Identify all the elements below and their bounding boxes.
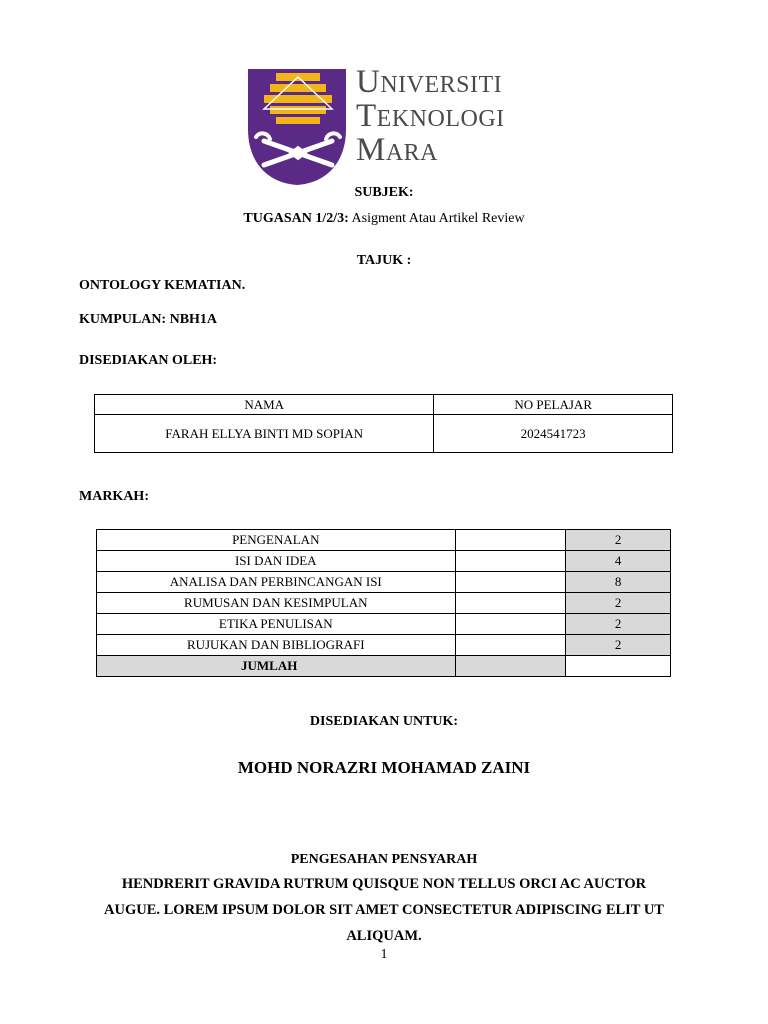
marks-table xyxy=(96,529,671,677)
table-row xyxy=(97,551,671,572)
student-name: FARAH ELLYA BINTI MD SOPIAN xyxy=(95,415,434,453)
logo-line-1-rest: NIVERSITI xyxy=(380,72,503,98)
university-crest-icon xyxy=(246,67,350,187)
logo-line-1 xyxy=(356,64,536,101)
total-max-cell xyxy=(566,656,671,677)
verification-line-3: ALIQUAM. xyxy=(346,928,422,944)
score-cell xyxy=(455,530,566,551)
max-score-cell: 2 xyxy=(566,635,671,656)
assignment-line xyxy=(0,211,768,227)
assignment-value: Asigment Atau Artikel Review xyxy=(351,211,525,226)
header-name: NAMA xyxy=(95,395,434,415)
criterion-cell: ISI DAN IDEA xyxy=(97,551,456,572)
verification-line-2: AUGUE. LOREM IPSUM DOLOR SIT AMET CONSECTETUR ADIPISCING ELIT UT xyxy=(104,902,664,918)
score-cell xyxy=(455,572,566,593)
table-row xyxy=(95,415,673,453)
score-cell xyxy=(455,551,566,572)
criterion-cell: ETIKA PENULISAN xyxy=(97,614,456,635)
table-row xyxy=(97,530,671,551)
max-score-cell: 2 xyxy=(566,593,671,614)
max-score-cell: 2 xyxy=(566,614,671,635)
max-score-cell: 2 xyxy=(566,530,671,551)
total-label: JUMLAH xyxy=(97,656,456,677)
table-row xyxy=(97,614,671,635)
logo-line-3-initial: M xyxy=(356,132,386,168)
score-cell xyxy=(455,635,566,656)
verification-label: PENGESAHAN PENSYARAH xyxy=(290,852,478,867)
logo-line-2-rest: EKNOLOGI xyxy=(376,106,505,132)
verification-line-1: HENDRERIT GRAVIDA RUTRUM QUISQUE NON TELLUS ORCI AC AUCTOR xyxy=(121,876,647,892)
max-score-cell: 8 xyxy=(566,572,671,593)
lecturer-name: MOHD NORAZRI MOHAMAD ZAINI xyxy=(237,758,531,777)
crest-gold-bar xyxy=(270,84,326,92)
total-row xyxy=(97,656,671,677)
student-table xyxy=(94,394,673,453)
student-table-header xyxy=(95,395,673,415)
crest-gold-bar xyxy=(270,106,326,114)
header-student-no: NO PELAJAR xyxy=(434,395,673,415)
table-row xyxy=(97,572,671,593)
university-name xyxy=(356,64,536,169)
student-number: 2024541723 xyxy=(434,415,673,453)
group-label: KUMPULAN: NBH1A xyxy=(79,312,218,327)
max-score-cell: 4 xyxy=(566,551,671,572)
criterion-cell: RUMUSAN DAN KESIMPULAN xyxy=(97,593,456,614)
logo-line-2 xyxy=(356,98,536,135)
topic-title: ONTOLOGY KEMATIAN. xyxy=(79,278,246,293)
score-cell xyxy=(455,593,566,614)
table-row xyxy=(97,593,671,614)
logo-line-3-rest: ARA xyxy=(385,140,439,166)
prepared-for-label: DISEDIAKAN UNTUK: xyxy=(309,714,459,729)
criterion-cell: RUJUKAN DAN BIBLIOGRAFI xyxy=(97,635,456,656)
assignment-label: TUGASAN 1/2/3: xyxy=(243,211,349,226)
crest-gold-bar xyxy=(276,117,320,124)
marks-label: MARKAH: xyxy=(79,489,149,504)
logo-line-2-initial: T xyxy=(356,98,377,134)
score-cell xyxy=(455,614,566,635)
verification-text xyxy=(0,871,768,949)
criterion-cell: PENGENALAN xyxy=(97,530,456,551)
subject-label: SUBJEK: xyxy=(354,185,414,200)
page-number: 1 xyxy=(380,947,388,962)
logo-line-1-initial: U xyxy=(356,64,381,100)
criterion-cell: ANALISA DAN PERBINCANGAN ISI xyxy=(97,572,456,593)
prepared-by-label: DISEDIAKAN OLEH: xyxy=(79,353,218,368)
table-row xyxy=(97,635,671,656)
total-score-cell xyxy=(455,656,566,677)
university-logo xyxy=(246,64,526,187)
title-label: TAJUK : xyxy=(356,253,412,268)
logo-line-3 xyxy=(356,132,536,169)
